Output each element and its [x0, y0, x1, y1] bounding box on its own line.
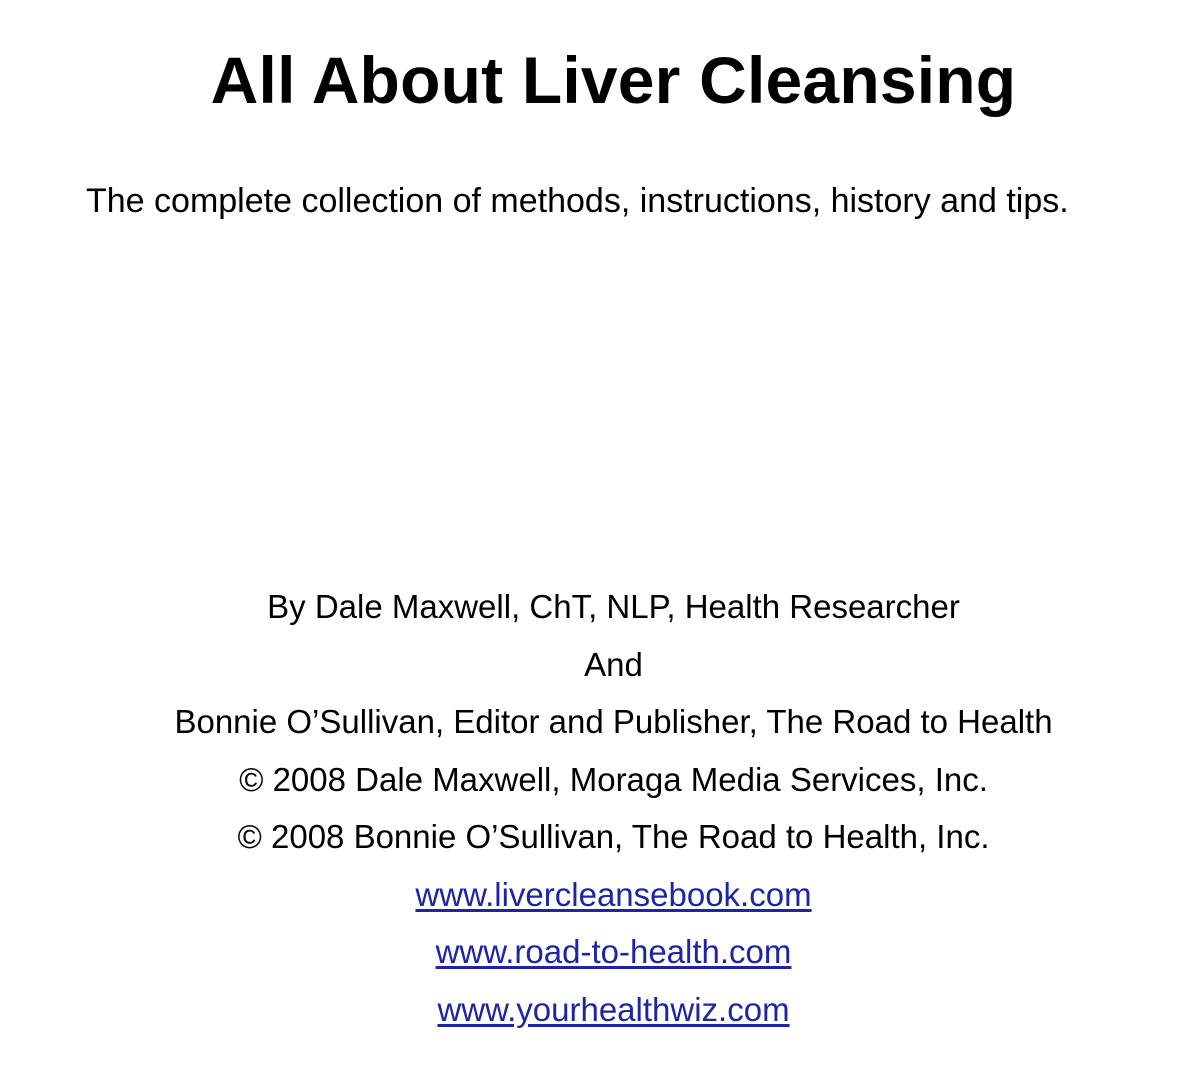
copyright-line-osullivan: © 2008 Bonnie O’Sullivan, The Road to Health, Inc. [237, 818, 990, 855]
document-title: All About Liver Cleansing [210, 43, 1017, 117]
credits-block [0, 578, 1197, 1038]
document-subtitle: The complete collection of methods, instructions, history and tips. [86, 182, 1069, 220]
link-livercleansebook[interactable]: www.livercleansebook.com [415, 875, 812, 913]
link-row [30, 866, 1197, 924]
copyright-line-maxwell: © 2008 Dale Maxwell, Moraga Media Services, Inc. [239, 760, 988, 798]
link-row [30, 981, 1197, 1039]
editor-line: Bonnie O’Sullivan, Editor and Publisher, The Road to Health [174, 703, 1053, 740]
link-yourhealthwiz[interactable]: www.yourhealthwiz.com [437, 990, 790, 1028]
link-row [30, 923, 1197, 981]
author-line: By Dale Maxwell, ChT, NLP, Health Researcher [267, 588, 960, 625]
link-road-to-health[interactable]: www.road-to-health.com [435, 933, 792, 970]
conjunction-line: And [584, 645, 643, 683]
